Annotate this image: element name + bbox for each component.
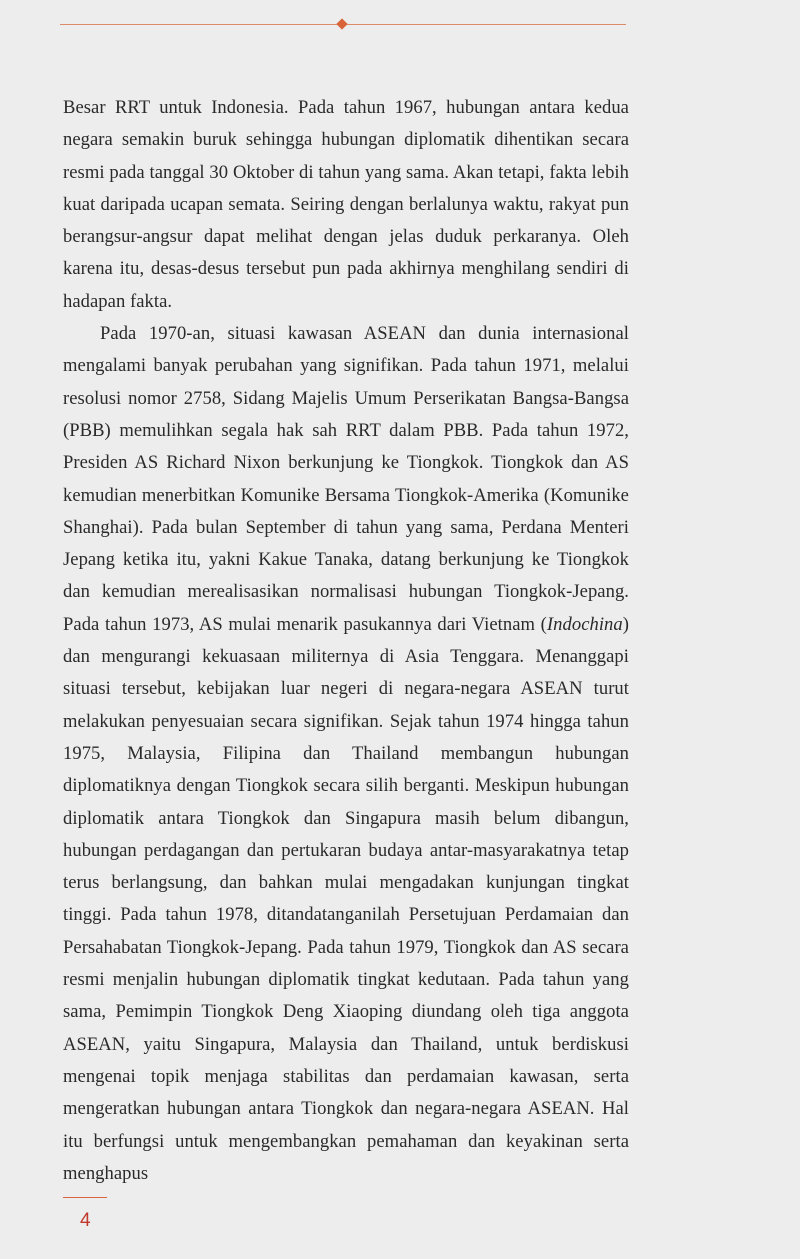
paragraph-1: Besar RRT untuk Indonesia. Pada tahun 1967, hubungan antara kedua negara semakin buruk sehingga hubungan diplomatik dihentikan secara resmi pada tanggal 30 Oktober di tahun yang sama. Akan tetapi, fakta lebih kuat daripada ucapan semata. Seiring dengan berlalunya waktu, rakyat pun berangsur-angsur dapat melihat dengan jelas duduk perkaranya. Oleh karena itu, desas-desus tersebut pun pada akhirnya menghilang sendiri di hadapan fakta.	[63, 97, 629, 312]
page-number: 4	[80, 1210, 91, 1231]
italic-term: Indochina	[546, 613, 623, 635]
page-number-rule	[63, 1197, 107, 1198]
header-diamond-ornament	[336, 18, 347, 29]
body-text	[63, 92, 629, 1190]
paragraph-2-end: ) dan mengurangi kekuasaan militernya di Asia Tenggara. Menanggapi situasi tersebut, kebijakan luar negeri di negara-negara ASEAN turut melakukan penyesuaian secara signifikan. Sejak tahun 1974 hingga tahun 1975, Malaysia, Filipina dan Thailand membangun hubungan diplomatiknya dengan Tiongkok secara silih berganti. Meskipun hubungan diplomatik antara Tiongkok dan Singapura masih belum dibangun, hubungan perdagangan dan pertukaran budaya antar-masyarakatnya tetap terus berlangsung, dan bahkan mulai mengadakan kunjungan tingkat tinggi. Pada tahun 1978, ditandatanganilah Persetujuan Perdamaian dan Persahabatan Tiongkok-Jepang. Pada tahun 1979, Tiongkok dan AS secara resmi menjalin hubungan diplomatik tingkat kedutaan. Pada tahun yang sama, Pemimpin Tiongkok Deng Xiaoping diundang oleh tiga anggota ASEAN, yaitu Singapura, Malaysia dan Thailand, untuk berdiskusi mengenai topik menjaga stabilitas dan perdamaian kawasan, serta mengeratkan hubungan antara Tiongkok dan negara-negara ASEAN. Hal itu berfungsi untuk mengembangkan pemahaman dan keyakinan serta menghapus	[63, 613, 629, 1184]
paragraph-2-start: Pada 1970-an, situasi kawasan ASEAN dan dunia internasional mengalami banyak perubahan yang signifikan. Pada tahun 1971, melalui resolusi nomor 2758, Sidang Majelis Umum Perserikatan Bangsa-Bangsa (PBB) memulihkan segala hak sah RRT dalam PBB. Pada tahun 1972, Presiden AS Richard Nixon berkunjung ke Tiongkok. Tiongkok dan AS kemudian menerbitkan Komunike Bersama Tiongkok-Amerika (Komunike Shanghai). Pada bulan September di tahun yang sama, Perdana Menteri Jepang ketika itu, yakni Kakue Tanaka, datang berkunjung ke Tiongkok dan kemudian merealisasikan normalisasi hubungan Tiongkok-Jepang. Pada tahun 1973, AS mulai menarik pasukannya dari Vietnam (	[63, 323, 629, 635]
paragraph-2	[63, 318, 629, 1190]
